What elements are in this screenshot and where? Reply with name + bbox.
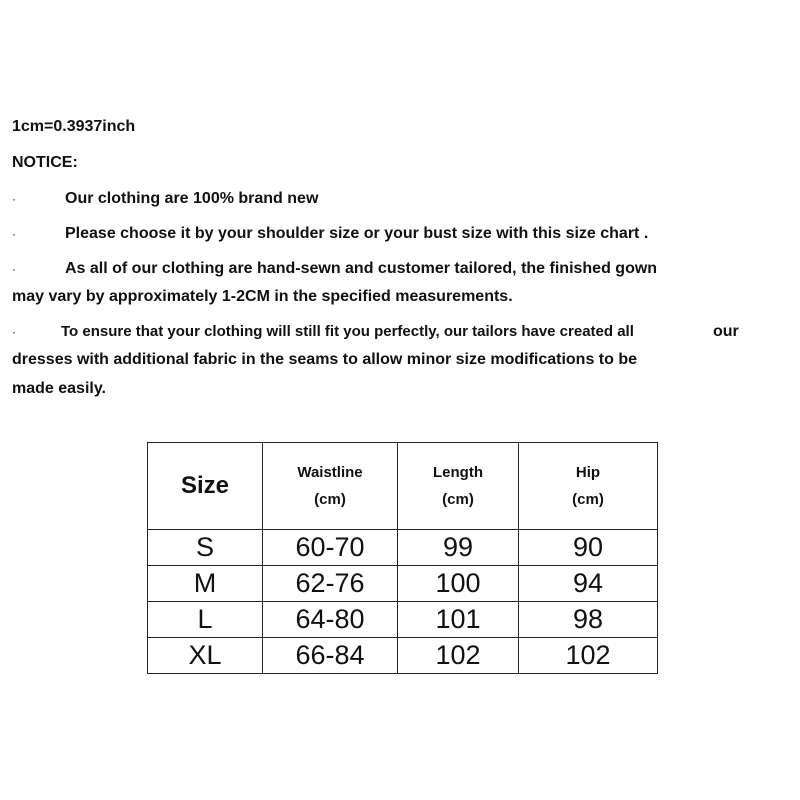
header-waistline: Waistline (cm) [263,443,398,530]
table-row [148,566,658,602]
notice-item-4-line-2: dresses with additional fabric in the seams to allow minor size modifications to be [12,351,638,368]
unit-conversion: 1cm=0.3937inch [12,118,136,135]
cell-waistline: 60-70 [263,530,398,566]
cell-hip: 90 [519,530,658,566]
header-length: Length (cm) [398,443,519,530]
notice-item-4-line-3: made easily. [12,380,106,397]
notice-item-4-line-1-end: our [713,323,739,340]
bullet-glyph: · [12,192,16,206]
cell-length: 102 [398,638,519,674]
cell-hip: 94 [519,566,658,602]
notice-item-1: Our clothing are 100% brand new [65,190,319,207]
table-row [148,638,658,674]
bullet-glyph: · [12,227,16,241]
cell-size: S [148,530,263,566]
table-header-row [148,443,658,530]
cell-length: 100 [398,566,519,602]
notice-item-3-line-1: As all of our clothing are hand-sewn and customer tailored, the finished gown [65,260,658,277]
cell-waistline: 62-76 [263,566,398,602]
cell-hip: 102 [519,638,658,674]
cell-length: 99 [398,530,519,566]
notice-label: NOTICE: [12,154,78,171]
cell-waistline: 64-80 [263,602,398,638]
notice-item-2: Please choose it by your shoulder size or your bust size with this size chart . [65,225,649,242]
cell-size: XL [148,638,263,674]
header-hip: Hip (cm) [519,443,658,530]
notice-item-3-line-2: may vary by approximately 1-2CM in the specified measurements. [12,288,513,305]
cell-hip: 98 [519,602,658,638]
size-table [147,442,658,674]
header-size: Size [148,443,263,530]
cell-waistline: 66-84 [263,638,398,674]
bullet-glyph: · [12,325,16,339]
cell-size: M [148,566,263,602]
notice-item-4-line-1: To ensure that your clothing will still fit you perfectly, our tailors have created all [61,323,634,340]
table-row [148,602,658,638]
table-row [148,530,658,566]
cell-size: L [148,602,263,638]
cell-length: 101 [398,602,519,638]
bullet-glyph: · [12,262,16,276]
